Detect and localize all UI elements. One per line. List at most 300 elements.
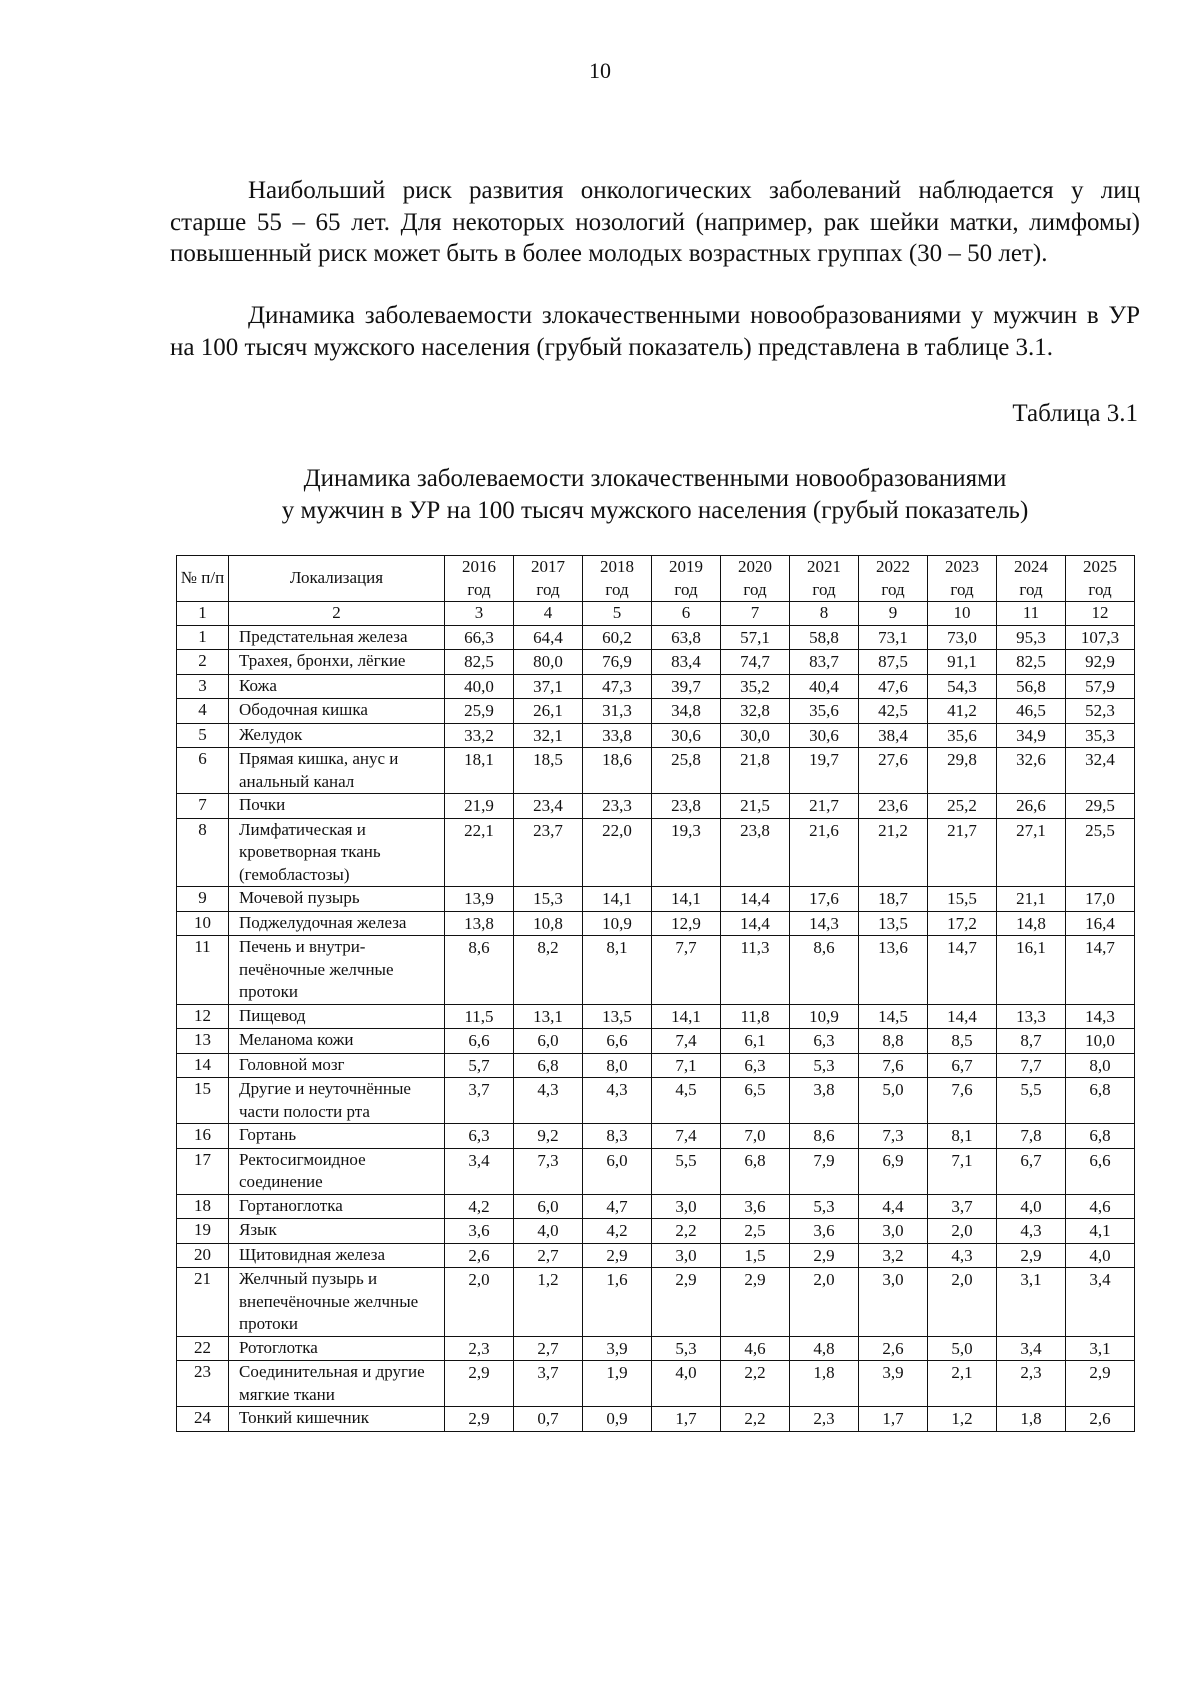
row-value-2016: 22,1 — [445, 818, 514, 887]
row-value-2022: 5,0 — [859, 1078, 928, 1124]
row-value-2021: 30,6 — [790, 723, 859, 748]
table-row — [177, 818, 1135, 887]
row-value-2020: 4,6 — [721, 1336, 790, 1361]
row-value-2020: 21,5 — [721, 794, 790, 819]
row-value-2019: 4,5 — [652, 1078, 721, 1124]
row-value-2018: 4,7 — [583, 1194, 652, 1219]
row-value-2025: 10,0 — [1066, 1029, 1135, 1054]
row-value-2021: 83,7 — [790, 650, 859, 675]
header-year-label: 2025 — [1083, 557, 1117, 576]
row-value-2018: 60,2 — [583, 625, 652, 650]
row-number: 15 — [177, 1078, 229, 1124]
header-year-suffix: год — [812, 579, 836, 599]
row-value-2020: 2,5 — [721, 1219, 790, 1244]
row-value-2018: 4,2 — [583, 1219, 652, 1244]
header-year-label: 2020 — [738, 557, 772, 576]
row-value-2023: 21,7 — [928, 818, 997, 887]
header-year-label: 2017 — [531, 557, 565, 576]
row-number: 12 — [177, 1004, 229, 1029]
header-year-label: 2021 — [807, 557, 841, 576]
row-value-2022: 18,7 — [859, 887, 928, 912]
row-value-2017: 6,0 — [514, 1029, 583, 1054]
row-value-2017: 26,1 — [514, 699, 583, 724]
row-value-2022: 7,3 — [859, 1124, 928, 1149]
row-localization: Пищевод — [229, 1004, 445, 1029]
row-value-2019: 2,9 — [652, 1268, 721, 1337]
row-value-2021: 10,9 — [790, 1004, 859, 1029]
row-value-2017: 80,0 — [514, 650, 583, 675]
row-value-2021: 58,8 — [790, 625, 859, 650]
row-value-2016: 40,0 — [445, 674, 514, 699]
row-value-2019: 19,3 — [652, 818, 721, 887]
row-value-2024: 7,8 — [997, 1124, 1066, 1149]
header-year-2020 — [721, 556, 790, 602]
row-value-2020: 21,8 — [721, 748, 790, 794]
row-value-2025: 14,3 — [1066, 1004, 1135, 1029]
row-value-2017: 15,3 — [514, 887, 583, 912]
column-number: 7 — [721, 602, 790, 626]
row-value-2023: 14,4 — [928, 1004, 997, 1029]
row-value-2019: 3,0 — [652, 1194, 721, 1219]
row-value-2018: 6,0 — [583, 1148, 652, 1194]
row-value-2019: 14,1 — [652, 887, 721, 912]
row-value-2022: 3,0 — [859, 1219, 928, 1244]
row-value-2021: 6,3 — [790, 1029, 859, 1054]
row-value-2016: 11,5 — [445, 1004, 514, 1029]
row-value-2022: 4,4 — [859, 1194, 928, 1219]
row-value-2016: 21,9 — [445, 794, 514, 819]
row-value-2020: 30,0 — [721, 723, 790, 748]
row-value-2023: 5,0 — [928, 1336, 997, 1361]
row-value-2018: 23,3 — [583, 794, 652, 819]
row-number: 18 — [177, 1194, 229, 1219]
row-value-2016: 2,9 — [445, 1361, 514, 1407]
row-number: 11 — [177, 936, 229, 1005]
row-localization: Лимфатическая и кроветворная ткань (гемобластозы) — [229, 818, 445, 887]
row-value-2020: 23,8 — [721, 818, 790, 887]
row-value-2022: 3,9 — [859, 1361, 928, 1407]
row-value-2025: 25,5 — [1066, 818, 1135, 887]
header-year-2019 — [652, 556, 721, 602]
header-year-suffix: год — [536, 579, 560, 599]
row-value-2016: 3,7 — [445, 1078, 514, 1124]
row-localization: Ротоглотка — [229, 1336, 445, 1361]
header-row — [177, 556, 1135, 602]
row-value-2024: 46,5 — [997, 699, 1066, 724]
row-value-2024: 7,7 — [997, 1053, 1066, 1078]
row-value-2025: 16,4 — [1066, 911, 1135, 936]
table-row — [177, 699, 1135, 724]
row-value-2021: 4,8 — [790, 1336, 859, 1361]
row-value-2025: 3,1 — [1066, 1336, 1135, 1361]
row-value-2020: 2,2 — [721, 1361, 790, 1407]
row-value-2018: 6,6 — [583, 1029, 652, 1054]
header-year-suffix: год — [950, 579, 974, 599]
row-value-2022: 1,7 — [859, 1407, 928, 1432]
header-year-label: 2018 — [600, 557, 634, 576]
row-value-2020: 2,2 — [721, 1407, 790, 1432]
row-value-2016: 13,9 — [445, 887, 514, 912]
row-value-2021: 35,6 — [790, 699, 859, 724]
row-value-2016: 2,3 — [445, 1336, 514, 1361]
table-row — [177, 936, 1135, 1005]
row-value-2018: 1,9 — [583, 1361, 652, 1407]
row-value-2020: 74,7 — [721, 650, 790, 675]
row-localization: Желчный пузырь и внепечёночные желчные протоки — [229, 1268, 445, 1337]
row-value-2022: 13,5 — [859, 911, 928, 936]
header-year-label: 2023 — [945, 557, 979, 576]
row-number: 2 — [177, 650, 229, 675]
row-value-2024: 8,7 — [997, 1029, 1066, 1054]
column-number: 9 — [859, 602, 928, 626]
row-value-2018: 8,0 — [583, 1053, 652, 1078]
row-value-2024: 21,1 — [997, 887, 1066, 912]
row-value-2019: 5,3 — [652, 1336, 721, 1361]
table-row — [177, 1029, 1135, 1054]
row-value-2020: 35,2 — [721, 674, 790, 699]
row-value-2023: 7,6 — [928, 1078, 997, 1124]
row-number: 22 — [177, 1336, 229, 1361]
row-value-2019: 7,4 — [652, 1029, 721, 1054]
row-value-2020: 6,1 — [721, 1029, 790, 1054]
row-value-2023: 54,3 — [928, 674, 997, 699]
row-localization: Головной мозг — [229, 1053, 445, 1078]
row-value-2022: 7,6 — [859, 1053, 928, 1078]
row-localization: Печень и внутри-печёночные желчные протоки — [229, 936, 445, 1005]
row-value-2017: 23,4 — [514, 794, 583, 819]
row-value-2024: 27,1 — [997, 818, 1066, 887]
row-value-2024: 82,5 — [997, 650, 1066, 675]
row-value-2017: 4,0 — [514, 1219, 583, 1244]
table-row — [177, 794, 1135, 819]
row-value-2017: 32,1 — [514, 723, 583, 748]
row-value-2018: 10,9 — [583, 911, 652, 936]
table-body — [177, 625, 1135, 1431]
row-number: 6 — [177, 748, 229, 794]
row-value-2025: 6,8 — [1066, 1124, 1135, 1149]
row-value-2019: 2,2 — [652, 1219, 721, 1244]
row-value-2025: 2,6 — [1066, 1407, 1135, 1432]
row-value-2024: 4,3 — [997, 1219, 1066, 1244]
table-title-line: у мужчин в УР на 100 тысяч мужского населения (грубый показатель) — [281, 497, 1029, 524]
row-value-2022: 21,2 — [859, 818, 928, 887]
table-row — [177, 1194, 1135, 1219]
row-number: 23 — [177, 1361, 229, 1407]
row-value-2025: 57,9 — [1066, 674, 1135, 699]
row-value-2019: 63,8 — [652, 625, 721, 650]
row-number: 20 — [177, 1243, 229, 1268]
row-value-2018: 3,9 — [583, 1336, 652, 1361]
row-number: 13 — [177, 1029, 229, 1054]
row-localization: Трахея, бронхи, лёгкие — [229, 650, 445, 675]
row-number: 5 — [177, 723, 229, 748]
row-value-2020: 57,1 — [721, 625, 790, 650]
row-value-2019: 34,8 — [652, 699, 721, 724]
header-num: № п/п — [177, 556, 229, 602]
table-title-line: Динамика заболеваемости злокачественными новообразованиями — [303, 465, 1007, 492]
row-value-2020: 1,5 — [721, 1243, 790, 1268]
row-value-2020: 6,5 — [721, 1078, 790, 1124]
row-value-2019: 83,4 — [652, 650, 721, 675]
header-year-suffix: год — [605, 579, 629, 599]
row-value-2025: 92,9 — [1066, 650, 1135, 675]
row-value-2022: 42,5 — [859, 699, 928, 724]
row-value-2022: 87,5 — [859, 650, 928, 675]
row-value-2020: 7,0 — [721, 1124, 790, 1149]
header-year-2017 — [514, 556, 583, 602]
row-value-2021: 2,9 — [790, 1243, 859, 1268]
row-value-2025: 14,7 — [1066, 936, 1135, 1005]
row-value-2018: 76,9 — [583, 650, 652, 675]
row-localization: Тонкий кишечник — [229, 1407, 445, 1432]
row-value-2025: 107,3 — [1066, 625, 1135, 650]
row-localization: Предстательная железа — [229, 625, 445, 650]
row-value-2022: 3,2 — [859, 1243, 928, 1268]
row-localization: Другие и неуточнённые части полости рта — [229, 1078, 445, 1124]
row-number: 17 — [177, 1148, 229, 1194]
row-value-2018: 33,8 — [583, 723, 652, 748]
page-number: 10 — [589, 58, 611, 83]
row-value-2020: 6,8 — [721, 1148, 790, 1194]
row-value-2021: 21,6 — [790, 818, 859, 887]
row-value-2022: 6,9 — [859, 1148, 928, 1194]
row-value-2018: 18,6 — [583, 748, 652, 794]
row-localization: Гортаноглотка — [229, 1194, 445, 1219]
row-value-2025: 4,1 — [1066, 1219, 1135, 1244]
row-number: 9 — [177, 887, 229, 912]
column-number: 12 — [1066, 602, 1135, 626]
table-row — [177, 1078, 1135, 1124]
table-row — [177, 625, 1135, 650]
row-value-2017: 18,5 — [514, 748, 583, 794]
column-number-row — [177, 602, 1135, 626]
row-value-2018: 8,1 — [583, 936, 652, 1005]
row-value-2023: 2,0 — [928, 1268, 997, 1337]
row-value-2019: 12,9 — [652, 911, 721, 936]
table-row — [177, 1407, 1135, 1432]
row-value-2024: 5,5 — [997, 1078, 1066, 1124]
row-value-2021: 1,8 — [790, 1361, 859, 1407]
row-value-2017: 37,1 — [514, 674, 583, 699]
row-value-2025: 6,8 — [1066, 1078, 1135, 1124]
row-value-2021: 3,6 — [790, 1219, 859, 1244]
table-row — [177, 1219, 1135, 1244]
row-value-2016: 5,7 — [445, 1053, 514, 1078]
table-row — [177, 1268, 1135, 1337]
row-value-2018: 0,9 — [583, 1407, 652, 1432]
row-value-2019: 23,8 — [652, 794, 721, 819]
table-row — [177, 1148, 1135, 1194]
row-value-2024: 16,1 — [997, 936, 1066, 1005]
row-value-2023: 17,2 — [928, 911, 997, 936]
row-value-2018: 13,5 — [583, 1004, 652, 1029]
row-value-2021: 14,3 — [790, 911, 859, 936]
row-value-2024: 14,8 — [997, 911, 1066, 936]
header-year-label: 2016 — [462, 557, 496, 576]
row-value-2018: 22,0 — [583, 818, 652, 887]
row-number: 8 — [177, 818, 229, 887]
row-value-2020: 3,6 — [721, 1194, 790, 1219]
row-value-2025: 29,5 — [1066, 794, 1135, 819]
row-value-2021: 21,7 — [790, 794, 859, 819]
row-value-2023: 29,8 — [928, 748, 997, 794]
table-row — [177, 911, 1135, 936]
row-value-2023: 8,5 — [928, 1029, 997, 1054]
row-value-2016: 6,3 — [445, 1124, 514, 1149]
table-row — [177, 1004, 1135, 1029]
row-value-2017: 1,2 — [514, 1268, 583, 1337]
paragraph-table-intro: Динамика заболеваемости злокачественными новообразованиями у мужчин в УР на 100 тысяч мужского населения (грубый показатель) представлена в таблице 3.1. — [170, 302, 1140, 361]
row-number: 14 — [177, 1053, 229, 1078]
table-row — [177, 748, 1135, 794]
table-row — [177, 723, 1135, 748]
header-year-suffix: год — [1019, 579, 1043, 599]
row-value-2024: 2,3 — [997, 1361, 1066, 1407]
row-value-2022: 13,6 — [859, 936, 928, 1005]
row-value-2016: 3,4 — [445, 1148, 514, 1194]
row-value-2017: 64,4 — [514, 625, 583, 650]
header-name: Локализация — [229, 556, 445, 602]
row-value-2024: 95,3 — [997, 625, 1066, 650]
row-value-2023: 6,7 — [928, 1053, 997, 1078]
row-localization: Поджелудочная железа — [229, 911, 445, 936]
row-value-2016: 2,9 — [445, 1407, 514, 1432]
row-value-2018: 4,3 — [583, 1078, 652, 1124]
row-number: 7 — [177, 794, 229, 819]
row-value-2019: 25,8 — [652, 748, 721, 794]
row-value-2022: 8,8 — [859, 1029, 928, 1054]
row-number: 16 — [177, 1124, 229, 1149]
header-year-suffix: год — [1088, 579, 1112, 599]
row-value-2016: 3,6 — [445, 1219, 514, 1244]
row-value-2016: 66,3 — [445, 625, 514, 650]
row-number: 1 — [177, 625, 229, 650]
row-value-2023: 1,2 — [928, 1407, 997, 1432]
table-row — [177, 1336, 1135, 1361]
row-number: 19 — [177, 1219, 229, 1244]
column-number: 6 — [652, 602, 721, 626]
row-value-2023: 2,1 — [928, 1361, 997, 1407]
row-value-2022: 38,4 — [859, 723, 928, 748]
row-value-2025: 35,3 — [1066, 723, 1135, 748]
row-value-2025: 17,0 — [1066, 887, 1135, 912]
row-value-2023: 2,0 — [928, 1219, 997, 1244]
row-value-2017: 7,3 — [514, 1148, 583, 1194]
row-value-2022: 14,5 — [859, 1004, 928, 1029]
row-value-2023: 25,2 — [928, 794, 997, 819]
row-value-2021: 3,8 — [790, 1078, 859, 1124]
row-localization: Соединительная и другие мягкие ткани — [229, 1361, 445, 1407]
row-value-2016: 13,8 — [445, 911, 514, 936]
row-value-2021: 8,6 — [790, 936, 859, 1005]
row-value-2025: 52,3 — [1066, 699, 1135, 724]
row-value-2016: 82,5 — [445, 650, 514, 675]
table-row — [177, 674, 1135, 699]
row-value-2016: 4,2 — [445, 1194, 514, 1219]
header-year-suffix: год — [743, 579, 767, 599]
row-value-2025: 4,6 — [1066, 1194, 1135, 1219]
row-value-2019: 5,5 — [652, 1148, 721, 1194]
row-value-2023: 14,7 — [928, 936, 997, 1005]
row-value-2023: 73,0 — [928, 625, 997, 650]
row-value-2019: 14,1 — [652, 1004, 721, 1029]
row-value-2021: 2,3 — [790, 1407, 859, 1432]
row-value-2020: 14,4 — [721, 887, 790, 912]
row-value-2017: 2,7 — [514, 1243, 583, 1268]
row-value-2023: 91,1 — [928, 650, 997, 675]
row-value-2024: 2,9 — [997, 1243, 1066, 1268]
row-localization: Почки — [229, 794, 445, 819]
row-value-2022: 23,6 — [859, 794, 928, 819]
row-value-2024: 4,0 — [997, 1194, 1066, 1219]
row-value-2019: 39,7 — [652, 674, 721, 699]
row-value-2019: 7,4 — [652, 1124, 721, 1149]
table-row — [177, 1243, 1135, 1268]
row-value-2019: 1,7 — [652, 1407, 721, 1432]
row-value-2017: 3,7 — [514, 1361, 583, 1407]
row-value-2022: 2,6 — [859, 1336, 928, 1361]
row-value-2020: 2,9 — [721, 1268, 790, 1337]
header-year-label: 2022 — [876, 557, 910, 576]
row-value-2024: 13,3 — [997, 1004, 1066, 1029]
column-number: 4 — [514, 602, 583, 626]
row-value-2016: 8,6 — [445, 936, 514, 1005]
row-value-2018: 1,6 — [583, 1268, 652, 1337]
row-number: 24 — [177, 1407, 229, 1432]
table-title — [170, 463, 1140, 527]
row-value-2025: 6,6 — [1066, 1148, 1135, 1194]
table-wrapper — [176, 555, 1135, 1432]
row-value-2017: 10,8 — [514, 911, 583, 936]
row-localization: Желудок — [229, 723, 445, 748]
row-value-2017: 4,3 — [514, 1078, 583, 1124]
row-value-2017: 9,2 — [514, 1124, 583, 1149]
row-value-2022: 73,1 — [859, 625, 928, 650]
row-value-2016: 6,6 — [445, 1029, 514, 1054]
row-value-2020: 14,4 — [721, 911, 790, 936]
row-number: 4 — [177, 699, 229, 724]
row-value-2021: 5,3 — [790, 1053, 859, 1078]
row-value-2017: 23,7 — [514, 818, 583, 887]
column-number: 1 — [177, 602, 229, 626]
column-number: 10 — [928, 602, 997, 626]
paragraph-risk: Наибольший риск развития онкологических заболеваний наблюдается у лиц старше 55 – 65 лет. Для некоторых нозологий (например, рак шейки матки, лимфомы) повышенный риск может быть в более молодых возрастных группах (30 – 50 лет). — [170, 177, 1140, 267]
row-localization: Язык — [229, 1219, 445, 1244]
table-label: Таблица 3.1 — [1012, 400, 1138, 427]
table-row — [177, 650, 1135, 675]
column-number: 8 — [790, 602, 859, 626]
row-value-2017: 8,2 — [514, 936, 583, 1005]
row-localization: Ректосигмоидное соединение — [229, 1148, 445, 1194]
header-year-2018 — [583, 556, 652, 602]
header-year-2021 — [790, 556, 859, 602]
row-value-2021: 2,0 — [790, 1268, 859, 1337]
row-value-2025: 2,9 — [1066, 1361, 1135, 1407]
row-number: 21 — [177, 1268, 229, 1337]
row-value-2020: 32,8 — [721, 699, 790, 724]
row-value-2019: 4,0 — [652, 1361, 721, 1407]
row-localization: Прямая кишка, анус и анальный канал — [229, 748, 445, 794]
row-value-2017: 2,7 — [514, 1336, 583, 1361]
table-row — [177, 1361, 1135, 1407]
row-value-2018: 31,3 — [583, 699, 652, 724]
row-value-2021: 8,6 — [790, 1124, 859, 1149]
header-year-suffix: год — [674, 579, 698, 599]
row-value-2025: 3,4 — [1066, 1268, 1135, 1337]
row-value-2016: 18,1 — [445, 748, 514, 794]
table-row — [177, 1124, 1135, 1149]
row-value-2022: 3,0 — [859, 1268, 928, 1337]
